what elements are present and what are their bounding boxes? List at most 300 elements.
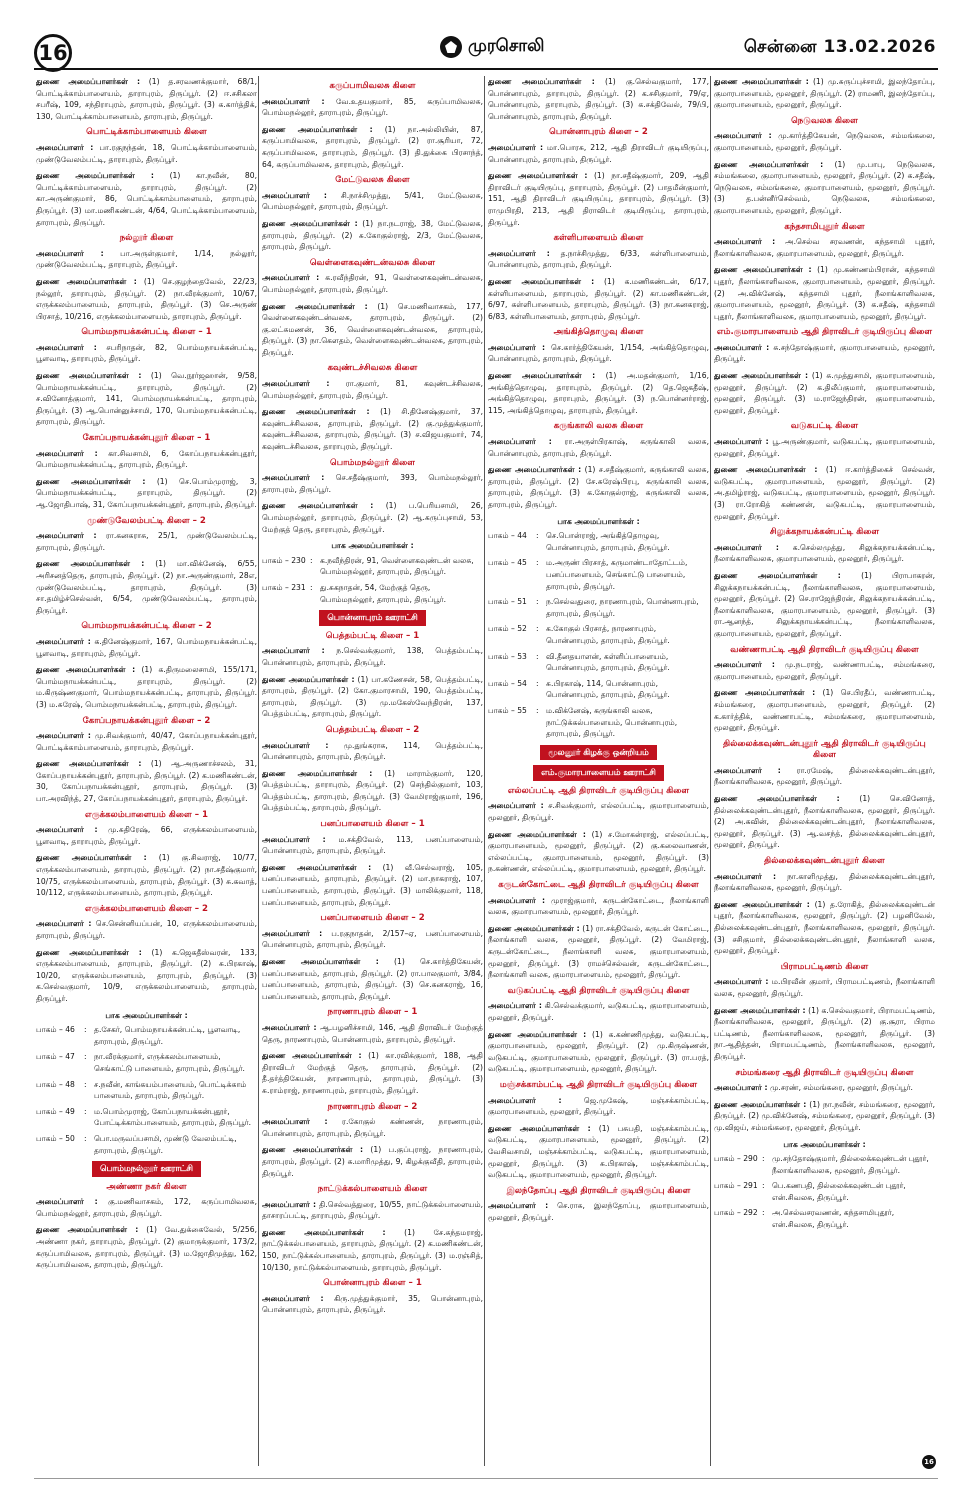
member-entry [714, 1099, 935, 1134]
member-entry [36, 558, 257, 616]
part-separator: : [536, 705, 539, 715]
role-label: துணை அமைப்பாளர்கள் : [714, 1005, 806, 1015]
role-label: அமைப்பாளர் : [36, 919, 92, 929]
member-details: சபரிநாதன், 82, பொம்மநாயக்கன்பட்டி, பூளவாடி, தாராபுரம், திருப்பூர். [36, 342, 257, 364]
member-entry [488, 895, 709, 918]
part-number: பாகம் – 53 [488, 651, 527, 661]
branch-heading: நாரணாபுரம் கிளை – 2 [327, 1101, 418, 1112]
member-details: ரா.குமார், 81, கவுண்டச்சிவலசு, பொம்மநல்லூர், தாராபுரம், திருப்பூர். [262, 379, 483, 400]
part-separator: : [536, 597, 539, 607]
role-label: துணை அமைப்பாளர்கள் : [714, 265, 812, 275]
member-details: (1) க.திருமலைசாமி, 155/171, பொம்மநாயக்கன்பட்டி, தாராபுரம், திருப்பூர். (2) ம.கிருஷ்ணகுமார், பொம்மநாயக்கன்பட்டி, தாராபுரம், திருப்பூர். (3) ம.சுரேஷ், பொம்மநாயக்கன்பட்டி, தாராபுரம், திருப்பூர். [36, 665, 257, 709]
role-label: துணை அமைப்பாளர்கள் : [36, 559, 145, 569]
branch-heading: சிலுக்கநாயக்கன்பட்டி கிளை [769, 527, 880, 538]
part-details: ம.அருண் பிரசாத், கருமாண்டாதோட்டம், பனப்பாளையம், செங்காட்டு பாளையம், தாராபுரம், திருப்பூர். [546, 558, 688, 591]
role-label: அமைப்பாளர் : [488, 342, 546, 352]
member-details: க.தினேஷ்குமார், 167, பொம்மநாயக்கன்பட்டி, பூளவாடி, தாராபுரம், திருப்பூர். [36, 636, 257, 658]
branch-heading: மஞ்சக்காம்பட்டி ஆதி திராவிடர் குடியிருப்பு கிளை [499, 1079, 698, 1090]
member-details: (1) மு.பாபு, நெடுவலசு, சம்மங்கலை, குமாரபாளையம், மூலனூர், திருப்பூர். (2) க.சதீஷ், நெடுவலசு, சம்மங்கலை, குமாரபாளையம், மூலனூர், திருப்பூர். (3) த.பன்னீர்செல்வம், நெடுவலசு, சம்மங்கலை, குமாரபாளையம், மூலனூர், திருப்பூர். [714, 159, 935, 215]
member-entry [488, 248, 709, 271]
role-label: துணை அமைப்பாளர்கள் : [488, 276, 595, 286]
branch-heading: பொட்டிக்காம்பாளையம் கிளை [86, 127, 207, 138]
part-details: செ.பொன்ராஜ், அங்கித்தொழுவு, பொன்னாபுரம், தாராபுரம், திருப்பூர். [546, 531, 670, 552]
part-separator: : [536, 678, 539, 688]
member-entry [714, 659, 935, 682]
member-entry [262, 218, 483, 253]
member-details: ரா.கனகராசு, 25/1, முண்டுவேலம்பட்டி, தாராபுரம், திருப்பூர். [36, 531, 257, 552]
member-entry [262, 928, 483, 951]
part-details: த.சேகர், பொம்மநாயக்கன்பட்டி, பூளவாடி, தாராபுரம், திருப்பூர். [94, 1025, 241, 1046]
member-entry [488, 1000, 709, 1023]
member-entry [36, 947, 257, 1005]
member-entry [262, 956, 483, 1002]
member-entry [262, 862, 483, 908]
branch-heading: பொன்னாபுரம் கிளை – 1 [323, 1278, 422, 1289]
branch-heading: பெத்தம்பட்டி கிளை – 1 [325, 630, 420, 641]
role-label: துணை அமைப்பாளர்கள் : [262, 218, 358, 228]
member-details: முராஜ்குமார், கருடன்கோட்டை, நீலாங்காளி வலசு, குமாரபாளையம், மூலனூர், திருப்பூர். [488, 895, 709, 917]
branch-heading: கோப்பநாயக்கன்புதூர் கிளை – 1 [82, 433, 211, 444]
member-details: ப.ரகுநாதன், 2/157–ஏ, பனப்பாளையம், பொன்னாபுரம், தாராபுரம், திருப்பூர். [262, 928, 483, 950]
member-entry [262, 740, 483, 763]
role-label: அமைப்பாளர் : [262, 379, 330, 389]
branch-heading: எல்லப்பட்டி ஆதி திராவிடர் குடியிருப்பு கிளை [507, 785, 690, 796]
member-entry [714, 436, 935, 459]
branch-heading: நெடுவலசு கிளை [791, 115, 858, 126]
member-details: (1) க.மணிகண்டன், 6/17, கள்ளிபாளையம், தாராபுரம், திருப்பூர். (2) கா.மணிகண்டன், 6/97, கள்ளிபாளையம், தாராபுரம், திருப்பூர். (3) நா.கனகராஜ், 6/83, கள்ளிபாளையம், தாராபுரம், திருப்பூர். [488, 276, 709, 321]
member-details: செ.ராசு, இலந்தோப்பு, குமாரபாளையம், மூலனூர், திருப்பூர். [488, 1201, 709, 1222]
member-details: சி.நாச்சிமுத்து, 5/41, மேட்டுவலசு, பொம்மநல்லூர், தாராபுரம், திருப்பூர். [262, 190, 483, 212]
role-label: துணை அமைப்பாளர்கள் : [262, 862, 372, 872]
part-details: க.கோகுல் பிரசாத், நாரணாபுரம், பொன்னாபுரம், தாராபுரம், திருப்பூர். [546, 624, 670, 645]
edition-date: சென்னை 13.02.2026 [743, 37, 936, 57]
member-entry [262, 301, 483, 359]
part-entry [488, 557, 709, 592]
part-separator: : [84, 1052, 87, 1062]
part-separator: : [536, 531, 539, 541]
role-label: துணை அமைப்பாளர்கள் : [36, 371, 142, 381]
member-entry [36, 1196, 257, 1219]
role-label: அமைப்பாளர் : [36, 248, 104, 258]
member-details: த.நாச்சிமுத்து, 6/33, கள்ளிபாளையம், பொன்னாபுரம், தாராபுரம், திருப்பூர். [488, 248, 709, 270]
part-details: அ.செல்வசரவணன், கந்தசாமிபுதூர், என்.சிவலசு, திருப்பூர். [772, 1208, 895, 1230]
role-label: அமைப்பாளர் : [262, 273, 320, 283]
member-entry [488, 436, 709, 459]
role-label: அமைப்பாளர் : [36, 731, 91, 741]
footer-divider [34, 1478, 938, 1479]
member-details: (1) நா.நவீன், சம்மங்கரை, மூலனூர், திருப்பூர். (2) மு.விக்னேஷ், சம்மங்கரை, மூலனூர், திருப்பூர். (3) மு.விஜய், சம்மங்கரை, மூலனூர், திருப்பூர். [714, 1099, 935, 1132]
subsection-title: பாக அமைப்பாளர்கள் : [783, 1139, 866, 1149]
role-label: துணை அமைப்பாளர்கள் : [262, 768, 373, 778]
role-label: துணை அமைப்பாளர்கள் : [262, 957, 379, 966]
role-label: அமைப்பாளர் : [714, 660, 775, 670]
part-separator: : [536, 558, 539, 568]
role-label: துணை அமைப்பாளர்கள் : [262, 674, 355, 684]
member-details: (1) க.ஜெகதீஸ்வரன், 133, எருக்கலம்பாளையம், தாராபுரம், திருப்பூர். (2) சு.பிரகாஷ், 10/20, எருக்கலம்பாளையம், தாராபுரம், திருப்பூர். (3) க.செல்வகுமார், 10/9, எருக்கலம்பாளையம், தாராபுரம், திருப்பூர். [36, 947, 257, 1003]
role-label: துணை அமைப்பாளர்கள் : [36, 759, 142, 769]
branch-heading: கருப்பாமிவலசு கிளை [329, 81, 416, 91]
part-entry [36, 1051, 257, 1074]
member-entry [714, 570, 935, 640]
branch-heading: நாரணாபுரம் கிளை – 1 [327, 1007, 418, 1018]
member-details: (1) க.கண்ணிமுத்து, வடுகபட்டி, குமாரபாளையம், மூலனூர், திருப்பூர். (2) மு.கிருஷ்ணன், வடுகபட்டி, குமாரபாளையம், மூலனூர், திருப்பூர். (3) ரா.பரத், வடுகபட்டி, குமாரபாளையம், மூலனூர், திருப்பூர். [488, 1029, 709, 1074]
role-label: அமைப்பாளர் : [262, 740, 329, 750]
column-divider [258, 76, 259, 1466]
role-label: துணை அமைப்பாளர்கள் : [262, 1051, 362, 1061]
part-details: க.நவீந்திரன், 91, வெள்ளைகவுண்டன் வலசு, பொம்மநல்லூர், தாராபுரம், திருப்பூர். [320, 555, 474, 577]
role-label: துணை அமைப்பாளர்கள் : [714, 77, 809, 86]
part-entry [488, 530, 709, 553]
member-details: (1) ஆ.அருணாச்சலம், 31, கோப்பநாயக்கன்புதூர், தாராபுரம், திருப்பூர். (2) க.மணிகண்டன், 30, கோப்பநாயக்கன்புதூர், தாராபுரம், திருப்பூர். (3) பா.அரவிந்த், 27, கோப்பநாயக்கன்புதூர், தாராபுரம், திருப்பூர். [36, 759, 257, 804]
member-entry [36, 758, 257, 804]
part-separator: : [536, 651, 539, 661]
column-divider [710, 76, 711, 1466]
member-entry [488, 1095, 709, 1118]
role-label: அமைப்பாளர் : [714, 542, 779, 552]
part-number: பாகம் – 52 [488, 624, 527, 634]
section-banner: மூலனூர் கிழக்கு ஒன்றியம் [540, 745, 657, 761]
member-details: (1) செ.பொம்முராஜ், 3, பொம்மநாயக்கன்பட்டி, தாராபுரம், திருப்பூர். (2) ஆ.ஜோதிபாஷ், 31, கோப்பநாயக்கன்புதூர், தாராபுரம், திருப்பூர். [36, 476, 257, 509]
branch-heading: நல்லூர் கிளை [119, 233, 174, 244]
part-number: பாகம் – 49 [36, 1106, 75, 1116]
member-entry [488, 276, 709, 322]
role-label: அமைப்பாளர் : [262, 1199, 317, 1209]
column-3 [488, 76, 709, 1466]
member-entry [36, 664, 257, 710]
member-details: ரா.ரமேஷ், தில்லைக்கவுண்டன்புதூர், நீலாங்காளிவலசு, மூலனூர், திருப்பூர். [714, 765, 935, 787]
branch-heading: அண்ணா நகர் கிளை [106, 1181, 187, 1192]
role-label: அமைப்பாளர் : [36, 342, 97, 352]
role-label: அமைப்பாளர் : [714, 871, 777, 881]
member-entry [36, 530, 257, 553]
member-entry [36, 370, 257, 428]
member-details: பா.ரகுநந்தன், 18, பொட்டிக்காம்பாளையம், முண்டுவேலம்பட்டி, தாராபுரம், திருப்பூர். [36, 142, 257, 164]
part-details: பொ.மருவப்பசாமி, முண்டு வேலம்பட்டி, தாராபுரம், திருப்பூர். [94, 1133, 237, 1155]
role-label: துணை அமைப்பாளர்கள் : [714, 371, 809, 381]
role-label: அமைப்பாளர் : [262, 1117, 328, 1127]
role-label: துணை அமைப்பாளர்கள் : [714, 159, 824, 169]
member-details: (1) அ.மதன்குமார், 1/16, அங்கித்தொழுவு, தாராபுரம், திருப்பூர். (2) தெ.ஜெகதீஷ், அங்கித்தொழுவு, தாராபுரம், திருப்பூர். (3) ந.பொன்னர்ராஜ், 115, அங்கித்தொழுவு, தாராபுரம், திருப்பூர். [488, 371, 709, 415]
member-details: (1) ச.மோகன்ராஜ், எல்லப்பட்டி, குமாரபாளையம், மூலனூர், திருப்பூர். (2) கு.கலைவாணன், எல்லப்பட்டி, குமாரபாளையம், மூலனூர், திருப்பூர். (3) ந.கண்ணன், எல்லப்பட்டி, குமாரபாளையம், மூலனூர், திருப்பூர். [488, 829, 709, 874]
role-label: அமைப்பாளர் : [36, 142, 94, 152]
role-label: துணை அமைப்பாளர்கள் : [262, 1227, 386, 1237]
part-entry [36, 1106, 257, 1129]
member-entry [714, 76, 935, 111]
member-entry [262, 96, 483, 119]
member-entry [36, 248, 257, 271]
role-label: அமைப்பாளர் : [714, 437, 769, 447]
role-label: துணை அமைப்பாளர்கள் : [714, 570, 841, 580]
member-entry [714, 264, 935, 322]
member-details: (1) பசுபதி, மஞ்சக்காம்பட்டி, வடுகபட்டி, குமாரபாளையம், மூலனூர், திருப்பூர். (2) வேசிவசாமி, மஞ்சக்காம்பட்டி, வடுகபட்டி, குமாரபாளையம், மூலனூர், திருப்பூர். (3) சு.பிரகாஷ், மஞ்சக்காம்பட்டி, வடுகபட்டி, குமாரபாளையம், மூலனூர், திருப்பூர். [488, 1123, 709, 1180]
member-details: (1) செ.வினோத், தில்லைக்கவுண்டன்புதூர், நீலாங்காளிவலசு, மூலனூர், திருப்பூர். (2) அ.கவின், தில்லைக்கவுண்டன்புதூர், நீலாங்காளிவலசு, மூலனூர், திருப்பூர். (3) ஆ.வசந்த், தில்லைக்கவுண்டன்புதூர், மூலனூர், திருப்பூர். [714, 794, 935, 850]
member-entry [488, 800, 709, 823]
member-entry [488, 1029, 709, 1075]
member-entry [488, 1123, 709, 1181]
member-entry [488, 370, 709, 416]
part-number: பாகம் – 51 [488, 597, 527, 607]
member-entry [714, 370, 935, 416]
member-details: பூ.அருண்குமார், வடுகபட்டி, குமாரபாளையம், மூலனூர், திருப்பூர். [714, 437, 935, 458]
role-label: துணை அமைப்பாளர்கள் : [488, 829, 586, 839]
member-entry [488, 76, 709, 122]
member-details: மா.பொரசு, 212, ஆதி திராவிடர் குடியிருப்பு, பொன்னாபுரம், தாராபுரம், திருப்பூர். [488, 142, 709, 164]
member-entry [36, 142, 257, 165]
member-entry [714, 542, 935, 565]
part-details: ம.விக்னேஷ், கருங்காலி வலசு, நாட்டுக்கல்பாளையம், பொன்னாபுரம், தாராபுரம், திருப்பூர். [546, 705, 678, 739]
member-details: கு.மணிவாசகம், 172, கருப்பாமிவலசு, பொம்மநல்லூர், தாராபுரம், திருப்பூர். [36, 1197, 257, 1218]
member-details: தி.செல்வத்துரை, 10/55, நாட்டுக்கல்பாளையம், தாசாரப்பட்டி, தாராபுரம், திருப்பூர். [262, 1199, 483, 1221]
branch-heading: எருக்கலம்பாளையம் கிளை – 1 [85, 809, 208, 820]
branch-heading: கவுண்டச்சிவலசு கிளை [327, 363, 418, 374]
part-entry [714, 1153, 935, 1176]
part-separator: : [536, 624, 539, 634]
member-entry [488, 923, 709, 981]
role-label: அமைப்பாளர் : [488, 142, 544, 152]
member-entry [262, 190, 483, 213]
role-label: துணை அமைப்பாளர்கள் : [262, 124, 373, 134]
section-banner: எம்.குமாரபாளையம் ஊராட்சி [533, 765, 664, 781]
member-entry [714, 976, 935, 999]
subsection-title: பாக அமைப்பாளர்கள் : [557, 516, 640, 526]
role-label: அமைப்பாளர் : [262, 96, 325, 106]
member-details: (1) ப.பெரியசாமி, 26, பொம்மநல்லூர், தாராபுரம், திருப்பூர். (2) ஆ.கருப்புசாமி, 53, மேற்குத் தெரு, தாராபுரம், திருப்பூர். [262, 501, 483, 534]
member-details: (1) பா.கணேசன், 58, பெத்தம்பட்டி, தாராபுரம், திருப்பூர். (2) கோ.குமாரசாமி, 190, பெத்தம்பட்டி, தாராபுரம், திருப்பூர். (3) மு.மகேஸ்வேந்திரன், 137, பெத்தம்பட்டி, தாராபுரம், திருப்பூர். [262, 674, 483, 719]
member-entry [36, 170, 257, 228]
member-details: கி.செல்வக்குமார், வடுகபட்டி, குமாரபாளையம், மூலனூர், திருப்பூர். [488, 1001, 709, 1022]
footer-page-number: 16 [922, 1455, 936, 1469]
role-label: அமைப்பாளர் : [262, 1022, 317, 1032]
part-number: பாகம் – 45 [488, 558, 527, 568]
member-details: (1) நா.அல்லியின், 87, கருப்பாமிவலசு, தாராபுரம், திருப்பூர். (2) ரா.சூரியா, 72, கருப்பாமிவலசு, தாராபுரம், திருப்பூர். (3) தி.துக்கை பிரசாந்த், 64, கருப்பாமிவலசு, தாராபுரம், திருப்பூர். [262, 124, 483, 169]
role-label: துணை அமைப்பாளர்கள் : [488, 371, 596, 381]
member-entry [262, 1050, 483, 1096]
branch-heading: எருக்கலம்பாளையம் கிளை – 2 [85, 903, 208, 914]
member-entry [488, 1200, 709, 1223]
part-details: ந.செல்வதுரை, நாரணாபுரம், பொன்னாபுரம், தாராபுரம், திருப்பூர். [546, 597, 699, 618]
member-details: சு.சந்தோஷ்குமார், குமாரபாளையம், மூலனூர், திருப்பூர். [714, 342, 935, 364]
member-details: செ.கார்த்திகேயன், 1/154, அங்கித்தொழுவு, பொன்னாபுரம், தாராபுரம், திருப்பூர். [488, 342, 709, 364]
member-entry [714, 1005, 935, 1063]
member-details: கிரு.முத்துக்குமார், 35, பொன்னாபுரம், பொன்னாபுரம், தாராபுரம், திருப்பூர். [262, 1293, 483, 1315]
member-entry [262, 378, 483, 401]
role-label: துணை அமைப்பாளர்கள் : [488, 1029, 587, 1039]
branch-heading: கந்தசாமிபுதூர் கிளை [784, 221, 865, 232]
role-label: துணை அமைப்பாளர்கள் : [714, 1099, 807, 1109]
column-2 [262, 76, 483, 1466]
branch-heading: தில்லைக்கவுண்டன்புதூர் ஆதி திராவிடர் குடியிருப்பு கிளை [723, 738, 926, 761]
part-separator: : [84, 1025, 87, 1035]
role-label: அமைப்பாளர் : [714, 131, 772, 141]
role-label: துணை அமைப்பாளர்கள் : [36, 276, 137, 286]
member-entry [714, 871, 935, 894]
member-details: ம.பிரவீன் குமார், பிராமபட்டிணம், நீலாங்காளி வலசு, மூலனூர், திருப்பூர். [714, 977, 935, 998]
header-divider [34, 68, 938, 70]
member-details: ரா.அருள்பிரகாஷ், கருங்காலி வலசு, பொன்னாபுரம், தாராபுரம், திருப்பூர். [488, 437, 709, 458]
member-entry [714, 342, 935, 365]
role-label: அமைப்பாளர் : [36, 1197, 98, 1207]
member-entry [262, 1116, 483, 1139]
member-details: ஆ.பழனிச்சாமி, 146, ஆதி திராவிடர் மேற்குத் தெரு, நாரணாபுரம், பொன்னாபுரம், தாராபுரம், திருப்பூர். [262, 1022, 483, 1044]
role-label: துணை அமைப்பாளர்கள் : [488, 923, 580, 933]
subsection-title: பாக அமைப்பாளர்கள் : [105, 1010, 188, 1020]
member-details: மு.கார்த்திகேயன், நெடுவலசு, சம்மங்கலை, குமாரபாளையம், மூலனூர், திருப்பூர். [714, 131, 935, 152]
branch-heading: கருங்காலி வலசு கிளை [553, 421, 644, 432]
role-label: அமைப்பாளர் : [262, 928, 323, 938]
member-details: (1) சே.சுந்தமராஜ், நாட்டுக்கல்பாளையம், தாராபுரம், திருப்பூர். (2) க.மணிகண்டன், 150, நாட்டுக்கல்பாளையம், தாராபுரம், திருப்பூர். (3) ம.ரஞ்சித், 10/130, நாட்டுக்கல்பாளையம், தாராபுரம், திருப்பூர். [262, 1227, 483, 1272]
member-details: (1) மாராம்குமார், 120, பெத்தம்பட்டி, தாராபுரம், திருப்பூர். (2) செந்தில்குமார், 103, பெத்தம்பட்டி, தாராபுரம், திருப்பூர். (3) வேமிராஜ்குமார், 196, பெத்தம்பட்டி, தாராபுரம், திருப்பூர். [262, 768, 483, 813]
role-label: துணை அமைப்பாளர்கள் : [36, 171, 154, 181]
role-label: துணை அமைப்பாளர்கள் : [714, 688, 816, 698]
member-details: மு.சிவக்குமார், 40/47, கோப்பநாயக்கன்புதூர், பொட்டிக்காம்பாளையம், தாராபுரம், திருப்பூர். [36, 731, 257, 752]
part-number: பாகம் – 231 [262, 582, 306, 592]
part-number: பாகம் – 55 [488, 705, 527, 715]
member-entry [488, 464, 709, 510]
member-entry [262, 1022, 483, 1045]
role-label: அமைப்பாளர் : [714, 765, 781, 775]
branch-heading: பொன்னாபுரம் கிளை – 2 [549, 127, 648, 138]
part-separator: : [762, 1181, 765, 1191]
member-details: (1) மா.விக்னேஷ், 6/55, அரிசனத்தெரு, தாராபுரம், திருப்பூர். (2) நா.அருண்குமார், 28எ, முண்டுவேலம்பட்டி, தாராபுரம், திருப்பூர். (3) சா.தமிழ்ச்செல்வன், 6/54, முண்டுவேலம்பட்டி, தாராபுரம், திருப்பூர். [36, 559, 257, 615]
part-details: து.சுகநாதன், 54, மேற்குத் தெரு, பொம்மநல்லூர், தாராபுரம், திருப்பூர். [320, 582, 447, 604]
member-entry [36, 1224, 257, 1270]
member-details: அ.செல்வ சரவணன், கந்தசாமி புதூர், நீலாங்காளிவலசு, குமாரபாளையம், மூலனூர், திருப்பூர். [714, 237, 935, 258]
member-details: (1) ஈ.கார்த்திகைச் செல்வன், வடுகபட்டி, குமாரபாளையம், மூலனூர், திருப்பூர். (2) அ.தமிழ்ராஜ், வடுகபட்டி, குமாரபாளையம், மூலனூர், திருப்பூர். (3) ரா.ரோகித் கண்ணன், வடுகபட்டி, குமாரபாளையம், மூலனூர், திருப்பூர். [714, 465, 935, 521]
part-entry [36, 1024, 257, 1047]
member-details: ர.கோகுல் கண்ணன், நாரணாபுரம், பொன்னாபுரம், தாராபுரம், திருப்பூர். [262, 1117, 483, 1138]
branch-heading: சம்மங்கரை ஆதி திராவிடர் குடியிருப்பு கிளை [735, 1067, 914, 1078]
part-entry [488, 678, 709, 701]
member-entry [36, 342, 257, 365]
member-entry [714, 1082, 935, 1094]
section-banner: பொன்னாபுரம் ஊராட்சி [319, 610, 425, 626]
member-details: க.ரவீந்திரன், 91, வெள்ளைகவுண்டன்வலசு, பொம்மநல்லூர், தாராபுரம், திருப்பூர். [262, 273, 483, 294]
member-entry [36, 276, 257, 322]
role-label: துணை அமைப்பாளர்கள் : [714, 899, 810, 909]
role-label: அமைப்பாளர் : [488, 1201, 549, 1211]
part-number: பாகம் – 46 [36, 1025, 75, 1035]
part-number: பாகம் – 230 [262, 555, 306, 565]
part-details: ச.நவீன், காங்கயம்பாளையம், பொட்டிக்காம் பாளையம், தாராபுரம், திருப்பூர். [94, 1079, 247, 1101]
member-details: (1) வே.துக்கைவேல், 5/256, அண்ணா நகர், தாராபுரம், திருப்பூர். (2) குமாருக்குமார், 173/2, கருப்பாமிவலசு, தாராபுரம், திருப்பூர். (3) ம.ஜோதிமுத்து, 162, கருப்பாமிவலசு, தாராபுரம், திருப்பூர். [36, 1225, 257, 1270]
part-number: பாகம் – 50 [36, 1133, 75, 1143]
part-entry [714, 1207, 935, 1230]
branch-heading: வடுகபட்டி கிளை [790, 421, 859, 432]
part-number: பாகம் – 292 [714, 1208, 758, 1218]
branch-heading: பனப்பாளையம் கிளை – 2 [320, 913, 425, 924]
member-details: (1) செ.குழந்தைவேல், 22/23, நல்லூர், தாராபுரம், திருப்பூர். (2) நா.வீரக்குமார், 10/67, எருக்கலம்பாளையம், தாராபுரம், திருப்பூர். (3) செ.அருண் பிரசாத், 10/216, எருக்கலம்பாளையம், தாராபுரம், திருப்பூர். [36, 276, 257, 321]
member-entry [488, 342, 709, 365]
part-separator: : [310, 582, 313, 592]
role-label: அமைப்பாளர் : [714, 977, 769, 987]
member-details: நா.காளிமுத்து, தில்லைக்கவுண்டன்புதூர், நீலாங்காளிவலசு, மூலனூர், திருப்பூர். [714, 871, 935, 893]
role-label: அமைப்பாளர் : [488, 895, 546, 905]
role-label: அமைப்பாளர் : [488, 437, 552, 447]
member-details: செ.சதீஷ்குமார், 393, பொம்மநல்லூர், தாராபுரம், திருப்பூர். [262, 473, 483, 494]
branch-heading: வெள்ளைகவுண்டன்வலசு கிளை [309, 257, 436, 268]
member-entry [36, 918, 257, 941]
member-details: (1) த.சரவணக்குமார், 68/1, பொட்டிக்காம்பாளையம், தாராபுரம், திருப்பூர். (2) ஈ.சசிகலா சபரீஷ், 109, சந்திராபுரம், தாராபுரம், திருப்பூர். (3) க.கார்த்திக், 130, பொட்டிக்காம்பாளையம், தாராபுரம், திருப்பூர். [36, 77, 257, 121]
logo-icon [440, 36, 462, 58]
part-entry [262, 555, 483, 578]
member-details: மு.துங்கராசு, 114, பெத்தம்பட்டி, பொன்னாபுரம், தாராபுரம், திருப்பூர். [262, 740, 483, 762]
member-entry [36, 636, 257, 659]
member-details: மு.நடராஜ், வண்ணாபட்டி, சம்மங்கரை, குமாரபாளையம், மூலனூர், திருப்பூர். [714, 660, 935, 681]
member-details: (1) மு.கண்ணம்பிரான், கந்தசாமி புதூர், நீலாங்காளிவலசு, குமாரபாளையம், மூலனூர், திருப்பூர். (2) அ.விக்னேஷ், கந்தசாமி புதூர், நீலாங்காளிவலசு, குமாரபாளையம், மூலனூர், திருப்பூர். (3) க.சதீஷ், கந்தசாமி புதூர், நீலாங்காளிவலசு, குமாரபாளையம், மூலனூர், திருப்பூர். [714, 265, 935, 321]
role-label: துணை அமைப்பாளர்கள் : [36, 77, 141, 86]
part-details: நா.வீரக்குமார், எருக்கலம்பாளையம், செங்காட்டு பாளையம், தாராபுரம், திருப்பூர். [94, 1052, 245, 1073]
part-details: வி.தீனதயாளன், கள்ளிப்பாளையம், பொன்னாபுரம், தாராபுரம், திருப்பூர். [546, 651, 670, 673]
article-body [36, 76, 936, 1476]
member-details: (1) வெ.நூர்ஜஹான், 9/58, பொம்மநாயக்கன்பட்டி, தாராபுரம், திருப்பூர். (2) ச.வினோத்குமார், 141, பொம்மநாயக்கன்பட்டி, தாராபுரம், திருப்பூர். (3) ஆ.பொன்னுச்சாமி, 170, பொம்மநாயக்கன்பட்டி, தாராபுரம், திருப்பூர். [36, 371, 257, 427]
member-details: (1) நா.சதீஷ்குமார், 209, ஆதி திராவிடர் குடியிருப்பு, தாராபுரம், திருப்பூர். (2) பாதமீன்குமார், 151, ஆதி திராவிடர் குடியிருப்பு, தாராபுரம், திருப்பூர். (3) ராமுபிரதி, 213, ஆதி திராவிடர் குடியிருப்பு, தாராபுரம், திருப்பூர். [488, 171, 709, 227]
member-details: மு.சுதிரேஷ், 66, எருக்கலம்பாளையம், பூளவாடி, தாராபுரம், திருப்பூர். [36, 825, 257, 846]
member-entry [262, 272, 483, 295]
branch-heading: கோப்பநாயக்கன்புதூர் கிளை – 2 [82, 715, 211, 726]
member-details: (1) மு.சுருப்புச்சாமி, இலந்தோப்பு, குமாரபாளையம், மூலனூர், திருப்பூர். (2) ராமணி, இலந்தோப்பு, குமாரபாளையம், மூலனூர், திருப்பூர். [714, 77, 935, 110]
member-details: (1) செ.பிரதீப், வண்ணாபட்டி, சம்மங்கரை, குமாரபாளையம், மூலனூர், திருப்பூர். (2) க.கார்த்திக், வண்ணாபட்டி, சம்மங்கரை, குமாரபாளையம், மூலனூர், திருப்பூர். [714, 688, 935, 733]
role-label: அமைப்பாளர் : [714, 237, 776, 247]
part-separator: : [84, 1133, 87, 1143]
role-label: துணை அமைப்பாளர்கள் : [262, 301, 368, 311]
member-details: (1) கா.ரவிக்குமார், 188, ஆதி திராவிடர் மேற்குத் தெரு, தாராபுரம், திருப்பூர். (2) தீ.தர்த்திகேயன், நாரணாபுரம், தாராபுரம், திருப்பூர். (3) சு.ராம்ராஜ், நாரணாபுரம், தாராபுரம், திருப்பூர். [262, 1051, 483, 1095]
role-label: அமைப்பாளர் : [36, 636, 91, 646]
member-details: ம.சக்திவேல், 113, பனப்பாளையம், பொன்னாபுரம், தாராபுரம், திருப்பூர். [262, 834, 483, 856]
member-entry [36, 76, 257, 122]
role-label: அமைப்பாளர் : [36, 825, 98, 835]
role-label: அமைப்பாளர் : [262, 473, 325, 483]
member-entry [714, 464, 935, 522]
part-number: பாகம் – 47 [36, 1052, 75, 1062]
role-label: அமைப்பாளர் : [714, 342, 770, 352]
role-label: துணை அமைப்பாளர்கள் : [262, 501, 374, 511]
member-entry [714, 899, 935, 957]
member-details: (1) த.ரோகித், தில்லைக்கவுண்டன் புதூர், நீலாங்காளிவலசு, மூலனூர், திருப்பூர். (2) பழனிவேல், தில்லைக்கவுண்டன்புதூர், நீலாங்காளிவலசு, மூலனூர், திருப்பூர். (3) சசிகுமார், தில்லைக்கவுண்டன்புதூர், நீலாங்காளி வலசு, மூலனூர், திருப்பூர். [714, 899, 935, 956]
branch-heading: மேட்டுவலசு கிளை [335, 175, 410, 186]
member-details: செ.சென்னியப்பன், 10, எருக்கலம்பாளையம், தாராபுரம், திருப்பூர். [36, 919, 257, 940]
member-details: (1) சு.முத்துசாமி, குமாரபாளையம், மூலனூர், திருப்பூர். (2) க.திலீப்குமார், குமாரபாளையம், மூலனூர், திருப்பூர். (3) ம.ராஜேந்திரன், குமாரபாளையம், மூலனூர், திருப்பூர். [714, 371, 935, 415]
role-label: துணை அமைப்பாளர்கள் : [36, 947, 142, 957]
column-divider [484, 76, 485, 1466]
branch-heading: வடுகப்பட்டி ஆதி திராவிடர் குடியிருப்பு கிளை [507, 985, 690, 996]
part-entry [488, 596, 709, 619]
member-entry [262, 1293, 483, 1316]
branch-heading: வண்ணாபட்டி ஆதி திராவிடர் குடியிருப்பு கிளை [730, 644, 919, 655]
member-entry [262, 645, 483, 668]
branch-heading: முண்டுவேலம்பட்டி கிளை – 2 [87, 515, 206, 526]
role-label: அமைப்பாளர் : [262, 190, 327, 200]
role-label: அமைப்பாளர் : [488, 801, 544, 811]
role-label: துணை அமைப்பாளர்கள் : [36, 1225, 139, 1235]
member-details: (1) ச.சதீஷ்குமார், கருங்காலி வலசு, தாராபுரம், திருப்பூர். (2) சே.சுரேஷ்பிரபு, கருங்காலி வலசு, தாராபுரம், திருப்பூர். (3) க.கோகுல்ராஜ், கருங்காலி வலசு, தாராபுரம், திருப்பூர். [488, 465, 709, 509]
member-details: ந.செல்வக்குமார், 138, பெத்தம்பட்டி, பொன்னாபுரம், தாராபுரம், திருப்பூர். [262, 646, 483, 667]
member-entry [262, 1227, 483, 1273]
role-label: அமைப்பாளர் : [488, 1001, 542, 1011]
part-entry [488, 651, 709, 674]
role-label: துணை அமைப்பாளர்கள் : [36, 853, 147, 863]
part-number: பாகம் – 291 [714, 1181, 758, 1191]
member-details: பா.அருள்குமார், 1/14, நல்லூர், முண்டுவேலம்பட்டி, தாராபுரம், திருப்பூர். [36, 248, 257, 270]
role-label: அமைப்பாளர் : [262, 1293, 324, 1303]
part-entry [488, 705, 709, 740]
member-details: ஜெ.முகேஷ், மஞ்சக்காம்பட்டி, குமாரபாளையம், மூலனூர், திருப்பூர். [488, 1095, 709, 1117]
member-entry [262, 406, 483, 452]
part-number: பாகம் – 44 [488, 531, 527, 541]
branch-heading: பெத்தம்பட்டி கிளை – 2 [325, 724, 420, 735]
member-details: க.செல்லமுத்து, சிலுக்கநாயக்கன்பட்டி, நீலாங்காளிவலசு, குமாரபாளையம், மூலனூர், திருப்பூர். [714, 542, 935, 564]
column-4 [714, 76, 935, 1466]
part-number: பாகம் – 48 [36, 1079, 75, 1089]
